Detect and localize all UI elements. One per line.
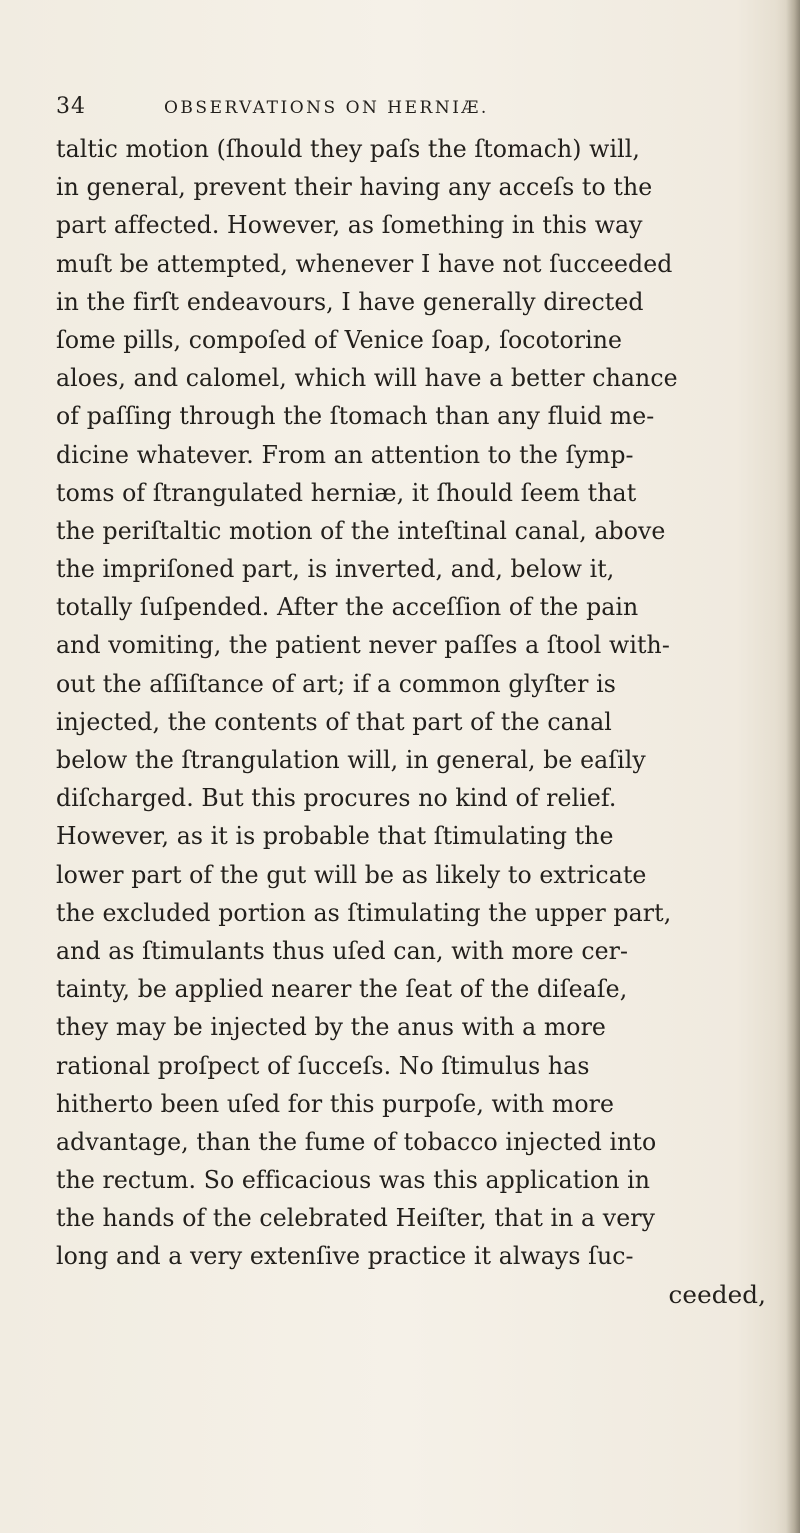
text-line: aloes, and calomel, which will have a better chance [56, 363, 678, 393]
text-line: long and a very extenſive practice it always ſuc- [56, 1241, 634, 1271]
text-line: in the firſt endeavours, I have generally directed [56, 286, 644, 316]
page-header [56, 90, 746, 130]
text-line: injected, the contents of that part of the canal [56, 706, 612, 736]
text-line: the impriſoned part, is inverted, and, below it, [56, 554, 615, 584]
text-line: tainty, be applied nearer the ſeat of the diſeaſe, [56, 974, 628, 1004]
text-line: the hands of the celebrated Heiſter, that in a very [56, 1203, 656, 1233]
text-line: of paſſing through the ſtomach than any fluid me- [56, 401, 655, 431]
running-head: OBSERVATIONS ON HERNIÆ. [164, 98, 489, 118]
text-line: diſcharged. But this procures no kind of relief. [56, 783, 617, 813]
body-text [56, 130, 786, 1314]
text-line: the rectum. So efficacious was this application in [56, 1165, 651, 1195]
text-line: out the aſſiſtance of art; if a common glyſter is [56, 668, 616, 698]
text-line: in general, prevent their having any acceſs to the [56, 172, 653, 202]
text-line: below the ſtrangulation will, in general, be eaſily [56, 745, 646, 774]
text-line: lower part of the gut will be as likely to extricate [56, 859, 647, 889]
text-line: and as ſtimulants thus uſed can, with more cer- [56, 935, 629, 965]
text-line: However, as it is probable that ſtimulating the [56, 821, 614, 851]
text-line: muſt be attempted, whenever I have not ſucceeded [56, 248, 673, 278]
page-number: 34 [56, 94, 86, 119]
text-line: dicine whatever. From an attention to the ſymp- [56, 439, 634, 469]
text-line: ſome pills, compoſed of Venice ſoap, ſocotorine [56, 324, 623, 354]
text-line: taltic motion (ſhould they paſs the ſtomach) will, [56, 134, 640, 163]
text-line: rational proſpect of ſucceſs. No ſtimulus has [56, 1050, 590, 1080]
text-line: part affected. However, as ſomething in this way [56, 210, 643, 240]
text-line: hitherto been uſed for this purpoſe, with more [56, 1088, 615, 1118]
text-line: they may be injected by the anus with a more [56, 1012, 606, 1042]
text-line: and vomiting, the patient never paſſes a ſtool with- [56, 630, 670, 660]
text-line: advantage, than the fume of tobacco injected into [56, 1126, 657, 1156]
text-line: toms of ſtrangulated herniæ, it ſhould ſeem that [56, 477, 637, 507]
text-line: the excluded portion as ſtimulating the upper part, [56, 897, 672, 927]
text-line-catchword: ceeded, [668, 1279, 766, 1309]
page-edge-shadow [786, 0, 800, 1533]
text-line: totally ſuſpended. After the acceſſion of the pain [56, 592, 639, 622]
text-line: the periſtaltic motion of the inteſtinal canal, above [56, 515, 666, 545]
